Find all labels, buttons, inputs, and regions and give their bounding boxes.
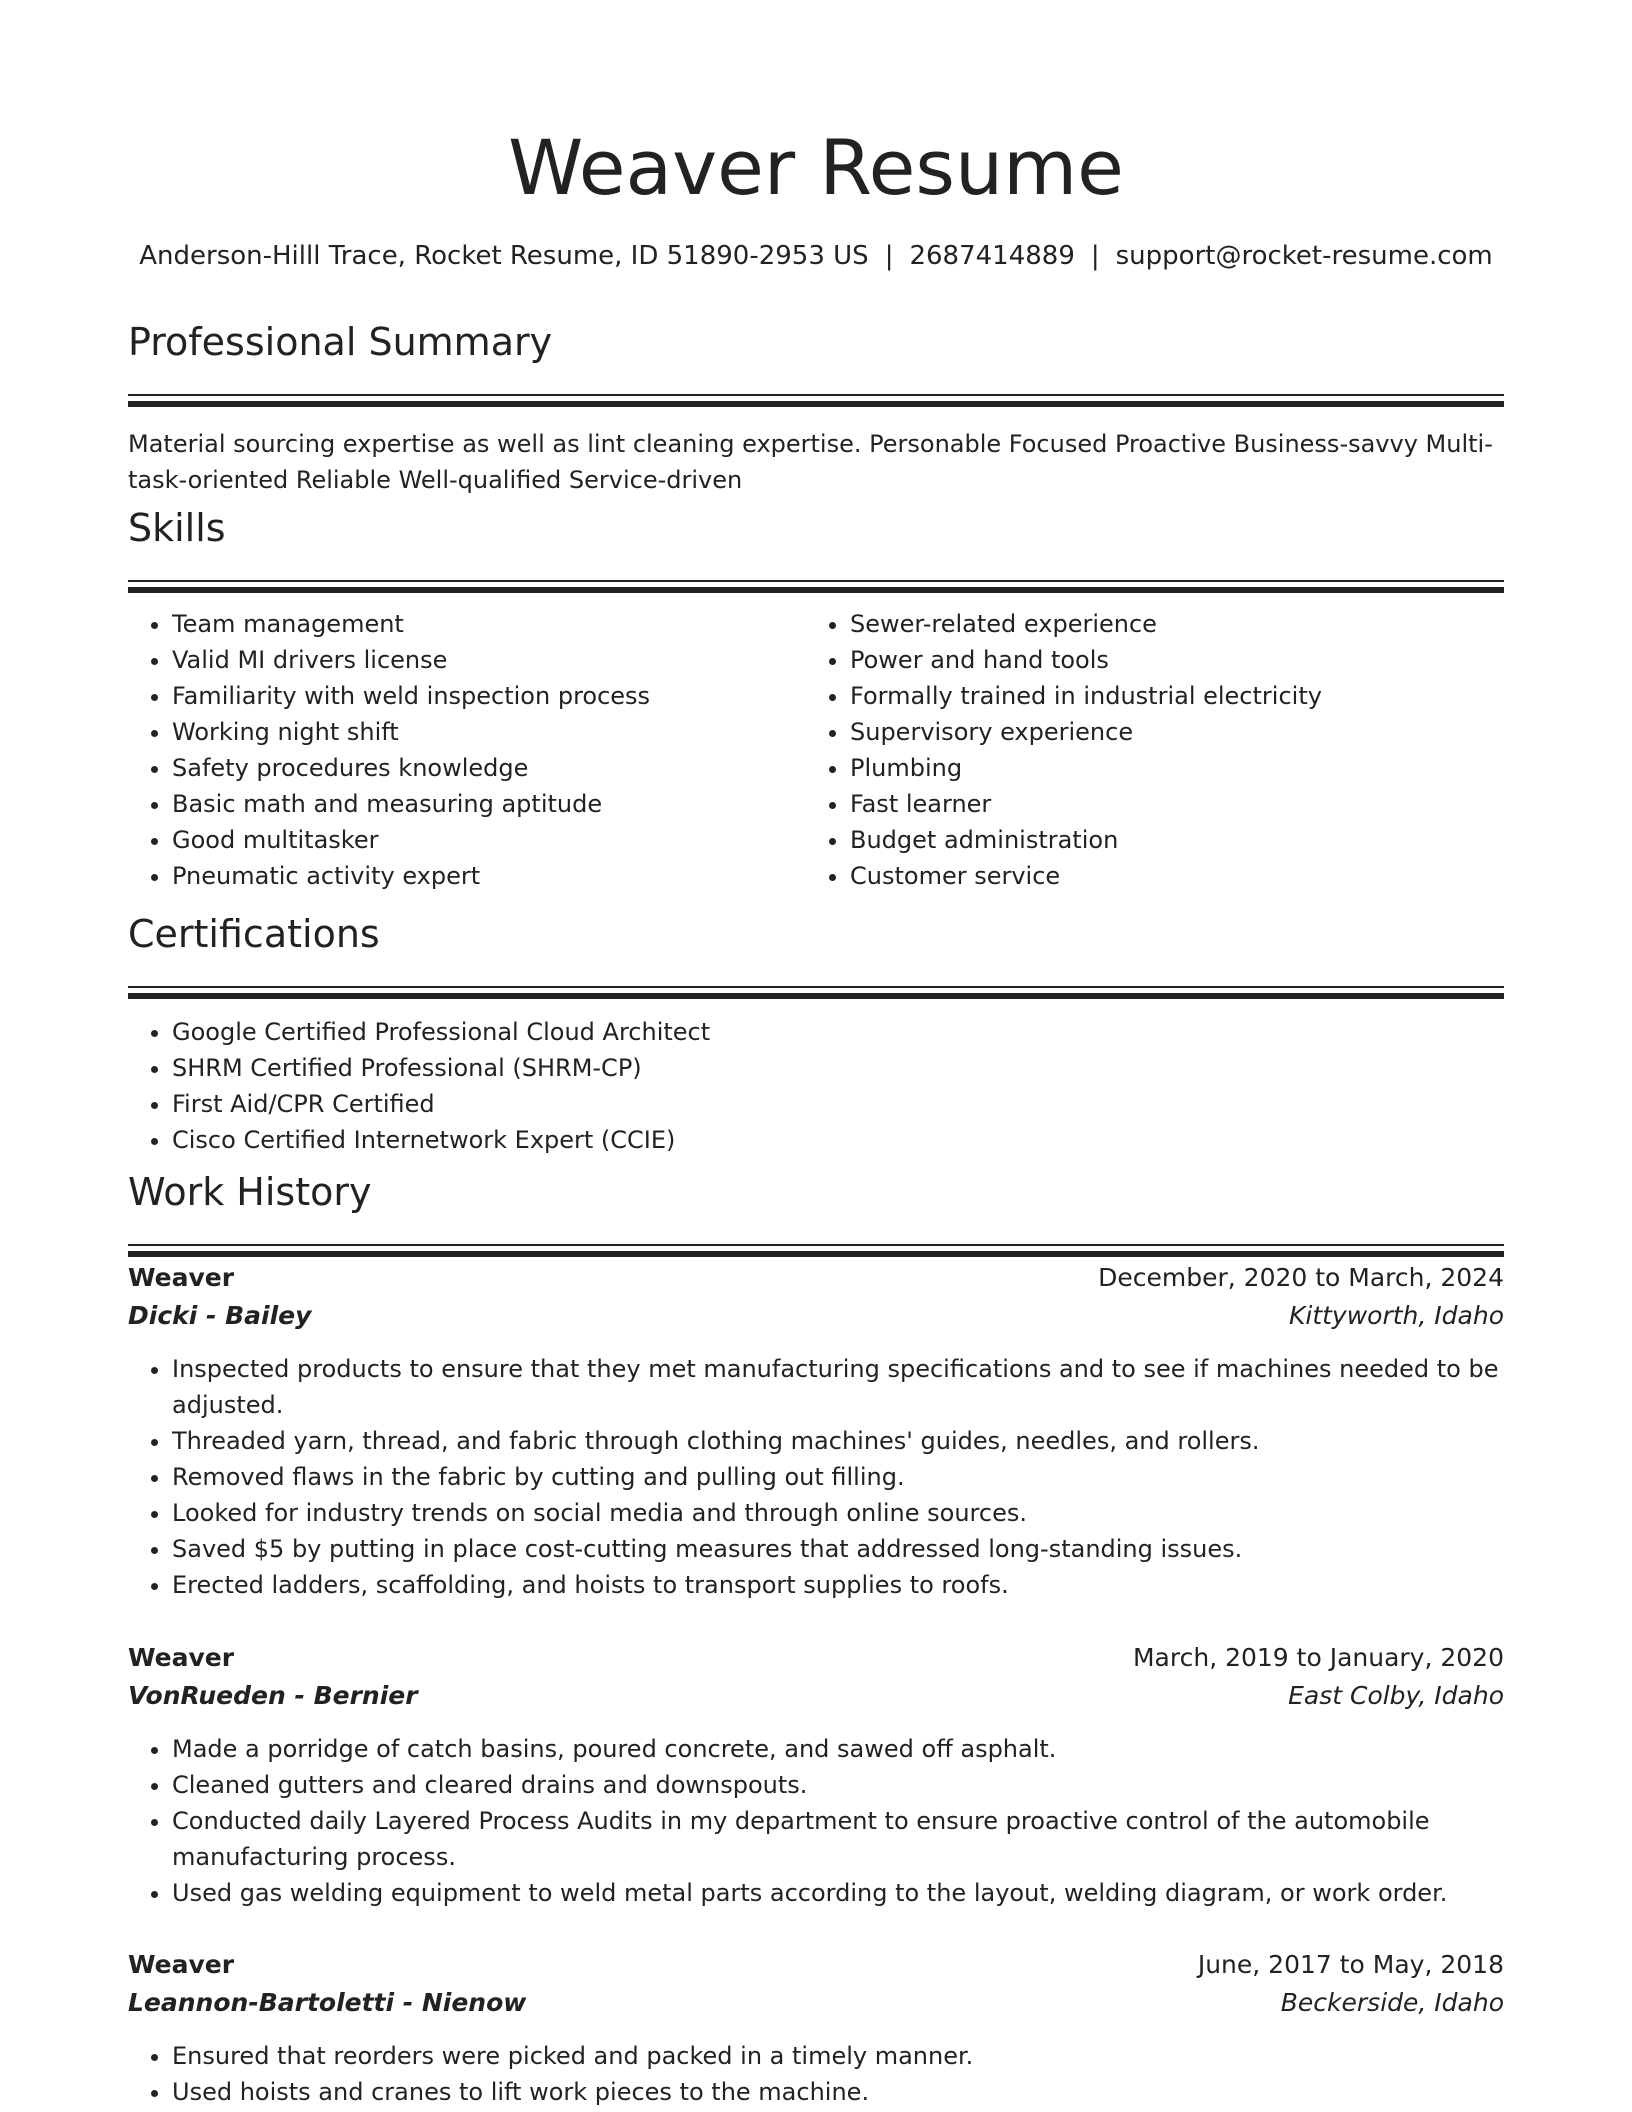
summary-heading: Professional Summary: [128, 320, 553, 364]
certification-item: • First Aid/CPR Certified: [172, 1086, 1504, 1122]
certifications-heading: Certifications: [128, 912, 380, 956]
job-entry: [128, 1259, 1504, 1603]
job-header-row: [128, 1946, 1504, 1984]
job-header-row: [128, 1259, 1504, 1297]
work-history-heading: Work History: [128, 1170, 372, 1214]
contact-separator: |: [1090, 241, 1100, 271]
skills-section: [128, 502, 1504, 894]
job-company-row: [128, 1677, 1504, 1715]
job-entry: [128, 1946, 1504, 2110]
job-title: Weaver: [128, 1263, 235, 1292]
skill-item: • Sewer-related experience: [850, 606, 1548, 642]
summary-text: Material sourcing expertise as well as lint cleaning expertise. Personable Focused Proactive Business-savvy Multi-task-oriented Reliable Well-qualified Service-driven: [128, 430, 1493, 494]
section-divider: [128, 394, 1504, 408]
skill-item: • Familiarity with weld inspection process: [172, 678, 806, 714]
contact-phone: 2687414889: [909, 241, 1075, 271]
job-title: Weaver: [128, 1950, 235, 1979]
job-company-row: [128, 1297, 1504, 1335]
skill-item: • Plumbing: [850, 750, 1548, 786]
skill-item: • Supervisory experience: [850, 714, 1548, 750]
work-history-section: [128, 1166, 1504, 1258]
skills-heading: Skills: [128, 506, 226, 550]
contact-address: Anderson-Hilll Trace, Rocket Resume, ID 51890-2953 US: [139, 241, 869, 271]
skill-item: • Team management: [172, 606, 806, 642]
skills-list-left: [128, 606, 806, 894]
job-bullets: [128, 1351, 1504, 1603]
job-bullet: • Cleaned gutters and cleared drains and downspouts.: [172, 1767, 1504, 1803]
skills-list-right: [806, 606, 1548, 894]
job-header-row: [128, 1639, 1504, 1677]
job-bullet: • Used gas welding equipment to weld metal parts according to the layout, welding diagram, or work order.: [172, 1875, 1504, 1911]
skill-item: • Valid MI drivers license: [172, 642, 806, 678]
skill-item: • Good multitasker: [172, 822, 806, 858]
job-company: Dicki - Bailey: [128, 1301, 312, 1330]
skill-item: • Working night shift: [172, 714, 806, 750]
skill-item: • Basic math and measuring aptitude: [172, 786, 806, 822]
job-title: Weaver: [128, 1643, 235, 1672]
job-bullet: • Saved $5 by putting in place cost-cutting measures that addressed long-standing issues.: [172, 1531, 1504, 1567]
job-company-row: [128, 1984, 1504, 2022]
job-entry: [128, 1639, 1504, 1911]
skills-columns: [128, 606, 1504, 894]
job-bullet: • Made a porridge of catch basins, poured concrete, and sawed off asphalt.: [172, 1731, 1504, 1767]
job-company: VonRueden - Bernier: [128, 1681, 418, 1710]
job-bullet: • Erected ladders, scaffolding, and hoists to transport supplies to roofs.: [172, 1567, 1504, 1603]
summary-section: [128, 316, 1504, 498]
resume-name: Weaver Resume: [508, 123, 1124, 212]
certifications-section: [128, 908, 1504, 1158]
skill-item: • Formally trained in industrial electricity: [850, 678, 1548, 714]
skill-item: • Pneumatic activity expert: [172, 858, 806, 894]
skill-item: • Safety procedures knowledge: [172, 750, 806, 786]
job-bullet: • Conducted daily Layered Process Audits in my department to ensure proactive control of the automobile manufacturing process.: [172, 1803, 1504, 1875]
skill-item: • Budget administration: [850, 822, 1548, 858]
job-dates: June, 2017 to May, 2018: [1197, 1950, 1504, 1979]
section-divider: [128, 986, 1504, 1000]
job-dates: December, 2020 to March, 2024: [1098, 1263, 1504, 1292]
skill-item: • Power and hand tools: [850, 642, 1548, 678]
job-bullets: [128, 2038, 1504, 2110]
section-divider: [128, 1244, 1504, 1258]
job-location: East Colby, Idaho: [1288, 1681, 1504, 1710]
certification-item: • Cisco Certified Internetwork Expert (CCIE): [172, 1122, 1504, 1158]
contact-line: [128, 236, 1504, 276]
certification-item: • SHRM Certified Professional (SHRM-CP): [172, 1050, 1504, 1086]
job-location: Kittyworth, Idaho: [1288, 1301, 1504, 1330]
job-location: Beckerside, Idaho: [1280, 1988, 1504, 2017]
skill-item: • Customer service: [850, 858, 1548, 894]
job-bullet: • Threaded yarn, thread, and fabric through clothing machines' guides, needles, and rollers.: [172, 1423, 1504, 1459]
job-bullet: • Used hoists and cranes to lift work pieces to the machine.: [172, 2074, 1504, 2110]
contact-email: support@rocket-resume.com: [1115, 241, 1493, 271]
certification-item: • Google Certified Professional Cloud Architect: [172, 1014, 1504, 1050]
job-bullet: • Ensured that reorders were picked and packed in a timely manner.: [172, 2038, 1504, 2074]
skill-item: • Fast learner: [850, 786, 1548, 822]
job-dates: March, 2019 to January, 2020: [1132, 1643, 1504, 1672]
section-divider: [128, 580, 1504, 594]
certifications-list: [128, 1014, 1504, 1158]
job-bullets: [128, 1731, 1504, 1911]
job-bullet: • Inspected products to ensure that they met manufacturing specifications and to see if machines needed to be adjusted.: [172, 1351, 1504, 1423]
job-company: Leannon-Bartoletti - Nienow: [128, 1988, 527, 2017]
contact-separator: |: [884, 241, 894, 271]
job-bullet: • Removed flaws in the fabric by cutting and pulling out filling.: [172, 1459, 1504, 1495]
job-bullet: • Looked for industry trends on social media and through online sources.: [172, 1495, 1504, 1531]
